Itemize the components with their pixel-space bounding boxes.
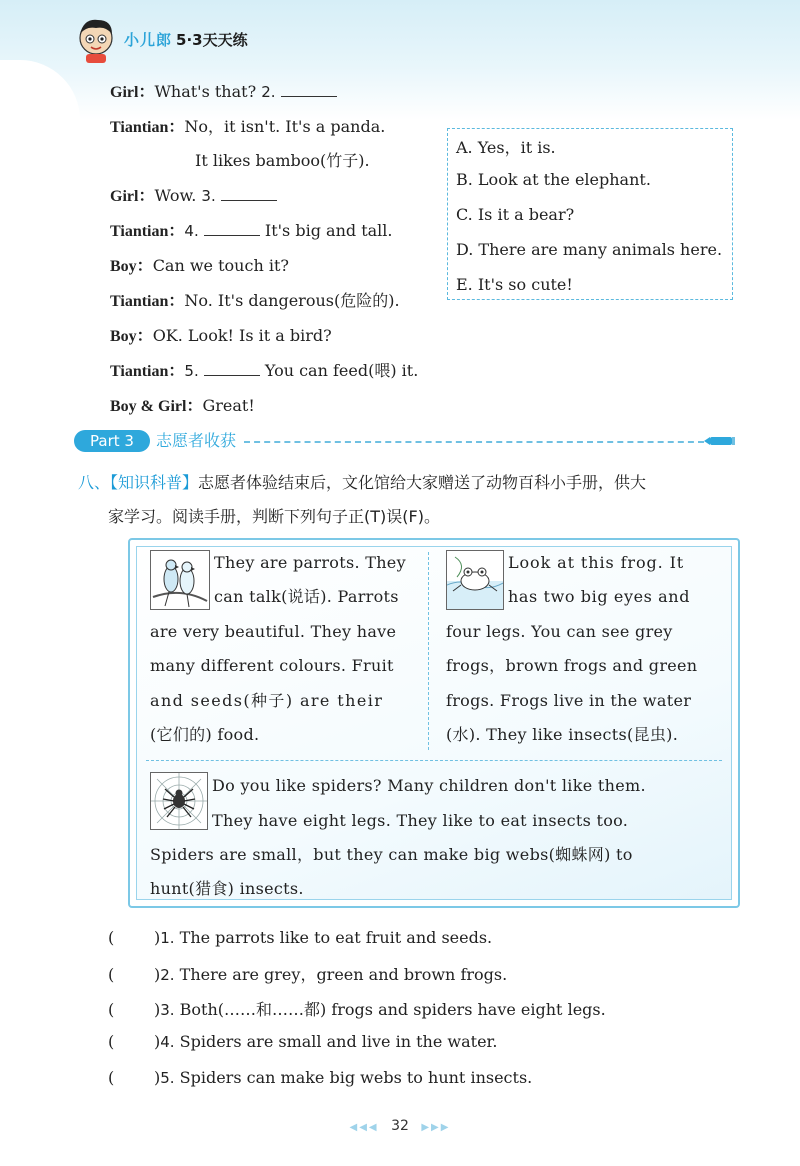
answer-paren[interactable]: ( — [108, 1000, 115, 1019]
statement-text: The parrots like to eat fruit and seeds. — [174, 928, 493, 947]
dialogue-text: You can feed(喂) it. — [259, 361, 419, 380]
statement-text: Spiders can make big webs to hunt insects. — [174, 1068, 533, 1087]
statement-item — [108, 962, 507, 985]
part-header — [74, 428, 736, 454]
statement-number: 5. — [160, 1069, 175, 1087]
dialogue-line — [110, 186, 277, 207]
dialogue-text: What's that? — [154, 82, 262, 101]
frogs-line: frogs. Frogs live in the water — [446, 691, 692, 710]
series-name: 5·3天天练 — [176, 30, 248, 49]
spider-icon — [151, 773, 207, 829]
frog-icon — [447, 551, 503, 609]
frame-divider-horizontal — [146, 760, 722, 761]
mascot-icon — [74, 14, 118, 64]
speaker-label: Girl： — [110, 84, 155, 101]
speaker-label: Boy & Girl： — [110, 398, 203, 415]
pencil-icon — [704, 434, 736, 448]
statement-item — [108, 928, 492, 947]
frame-divider-vertical — [428, 552, 429, 750]
dialogue-text: No，it isn't. It's a panda. — [184, 117, 386, 136]
question-8 — [78, 466, 738, 534]
page-number: 32 — [391, 1118, 409, 1134]
question-instruction-2: 家学习。阅读手册，判断下列句子正(T)误(F)。 — [108, 507, 440, 526]
dialogue-text: It likes bamboo(竹子). — [195, 151, 370, 170]
dialogue-text: Can we touch it? — [152, 256, 289, 275]
answer-blank[interactable] — [221, 186, 277, 201]
option-a: A. Yes，it is. — [456, 138, 556, 157]
parrots-line: are very beautiful. They have — [150, 622, 397, 641]
dialogue-line — [110, 361, 418, 382]
spiders-line: Do you like spiders? Many children don't like them. — [212, 776, 646, 795]
dialogue-line — [110, 326, 332, 347]
statement-number: 2. — [160, 966, 175, 984]
statement-text: Spiders are small and live in the water. — [174, 1032, 498, 1051]
speaker-label: Boy： — [110, 328, 153, 345]
answer-blank[interactable] — [281, 82, 337, 97]
parrots-line: can talk(说话). Parrots — [214, 587, 399, 606]
answer-paren-close: ) — [154, 965, 161, 984]
blank-number: 5. — [184, 362, 199, 380]
option-c: C. Is it a bear? — [456, 205, 575, 224]
speaker-label: Tiantian： — [110, 119, 185, 136]
options-box — [447, 128, 733, 300]
part-title: 志愿者收获 — [156, 431, 237, 450]
dialogue-line — [110, 221, 393, 242]
speaker-label: Tiantian： — [110, 223, 185, 240]
answer-blank[interactable] — [204, 361, 260, 376]
answer-paren[interactable]: ( — [108, 928, 115, 947]
statement-text: Both(……和……都) frogs and spiders have eight legs. — [174, 1000, 606, 1019]
parrots-line: and seeds(种子) are their — [150, 691, 384, 710]
right-arrows-icon: ▶▶▶ — [421, 1122, 451, 1133]
question-index: 八、 — [78, 473, 111, 492]
statement-number: 4. — [160, 1033, 175, 1051]
frog-picture — [446, 550, 504, 610]
spiders-line: They have eight legs. They like to eat insects too. — [212, 811, 629, 830]
answer-paren[interactable]: ( — [108, 1068, 115, 1087]
statement-item — [108, 1068, 532, 1087]
statement-number: 1. — [160, 929, 175, 947]
blank-number: 4. — [184, 222, 199, 240]
frogs-line: four legs. You can see grey — [446, 622, 673, 641]
answer-paren-close: ) — [154, 1000, 161, 1019]
dialogue-line — [110, 291, 400, 312]
answer-paren-close: ) — [154, 928, 161, 947]
answer-blank[interactable] — [204, 221, 260, 236]
statement-item — [108, 1032, 498, 1051]
statement-item — [108, 997, 606, 1020]
parrots-line: (它们的) food. — [150, 725, 260, 744]
option-e: E. It's so cute! — [456, 275, 573, 294]
parrot-icon — [151, 551, 209, 609]
speaker-label: Girl： — [110, 188, 155, 205]
dialogue-text: It's big and tall. — [259, 221, 393, 240]
blank-number: 3. — [201, 187, 216, 205]
frogs-line: frogs，brown frogs and green — [446, 656, 698, 675]
dialogue-line — [110, 82, 337, 103]
option-d: D. There are many animals here. — [456, 240, 723, 259]
answer-paren[interactable]: ( — [108, 1032, 115, 1051]
spider-picture — [150, 772, 208, 830]
dialogue-text: Great! — [202, 396, 255, 415]
option-b: B. Look at the elephant. — [456, 170, 651, 189]
statement-number: 3. — [160, 1001, 175, 1019]
brand-header — [74, 14, 248, 64]
dialogue-text: OK. Look! Is it a bird? — [152, 326, 332, 345]
speaker-label: Boy： — [110, 258, 153, 275]
brand-name: 小儿郎 — [124, 30, 173, 49]
frogs-line: has two big eyes and — [508, 587, 691, 606]
parrots-line: They are parrots. They — [214, 553, 406, 572]
dialogue-line — [110, 256, 289, 277]
question-instruction-1: 志愿者体验结束后，文化馆给大家赠送了动物百科小手册，供大 — [198, 473, 647, 492]
left-arrows-icon: ◀◀◀ — [349, 1122, 379, 1133]
page-footer — [340, 1118, 460, 1134]
frogs-line: (水). They like insects(昆虫). — [446, 725, 679, 744]
dialogue-line — [195, 151, 370, 171]
spiders-line: hunt(猎食) insects. — [150, 879, 304, 898]
speaker-label: Tiantian： — [110, 293, 185, 310]
parrots-line: many different colours. Fruit — [150, 656, 394, 675]
dialogue-line — [110, 117, 385, 138]
question-tag: 【知识科普】 — [110, 473, 199, 492]
speaker-label: Tiantian： — [110, 363, 185, 380]
blank-number: 2. — [261, 83, 276, 101]
part-divider — [244, 441, 704, 443]
dialogue-text: No. It's dangerous(危险的). — [184, 291, 400, 310]
answer-paren[interactable]: ( — [108, 965, 115, 984]
spiders-line: Spiders are small，but they can make big webs(蜘蛛网) to — [150, 845, 633, 864]
part-label: Part 3 — [74, 430, 150, 452]
answer-paren-close: ) — [154, 1068, 161, 1087]
answer-paren-close: ) — [154, 1032, 161, 1051]
statement-text: There are grey，green and brown frogs. — [174, 965, 508, 984]
dialogue-text: Wow. — [154, 186, 202, 205]
dialogue-line — [110, 396, 255, 417]
parrot-picture — [150, 550, 210, 610]
frogs-line: Look at this frog. It — [508, 553, 685, 572]
